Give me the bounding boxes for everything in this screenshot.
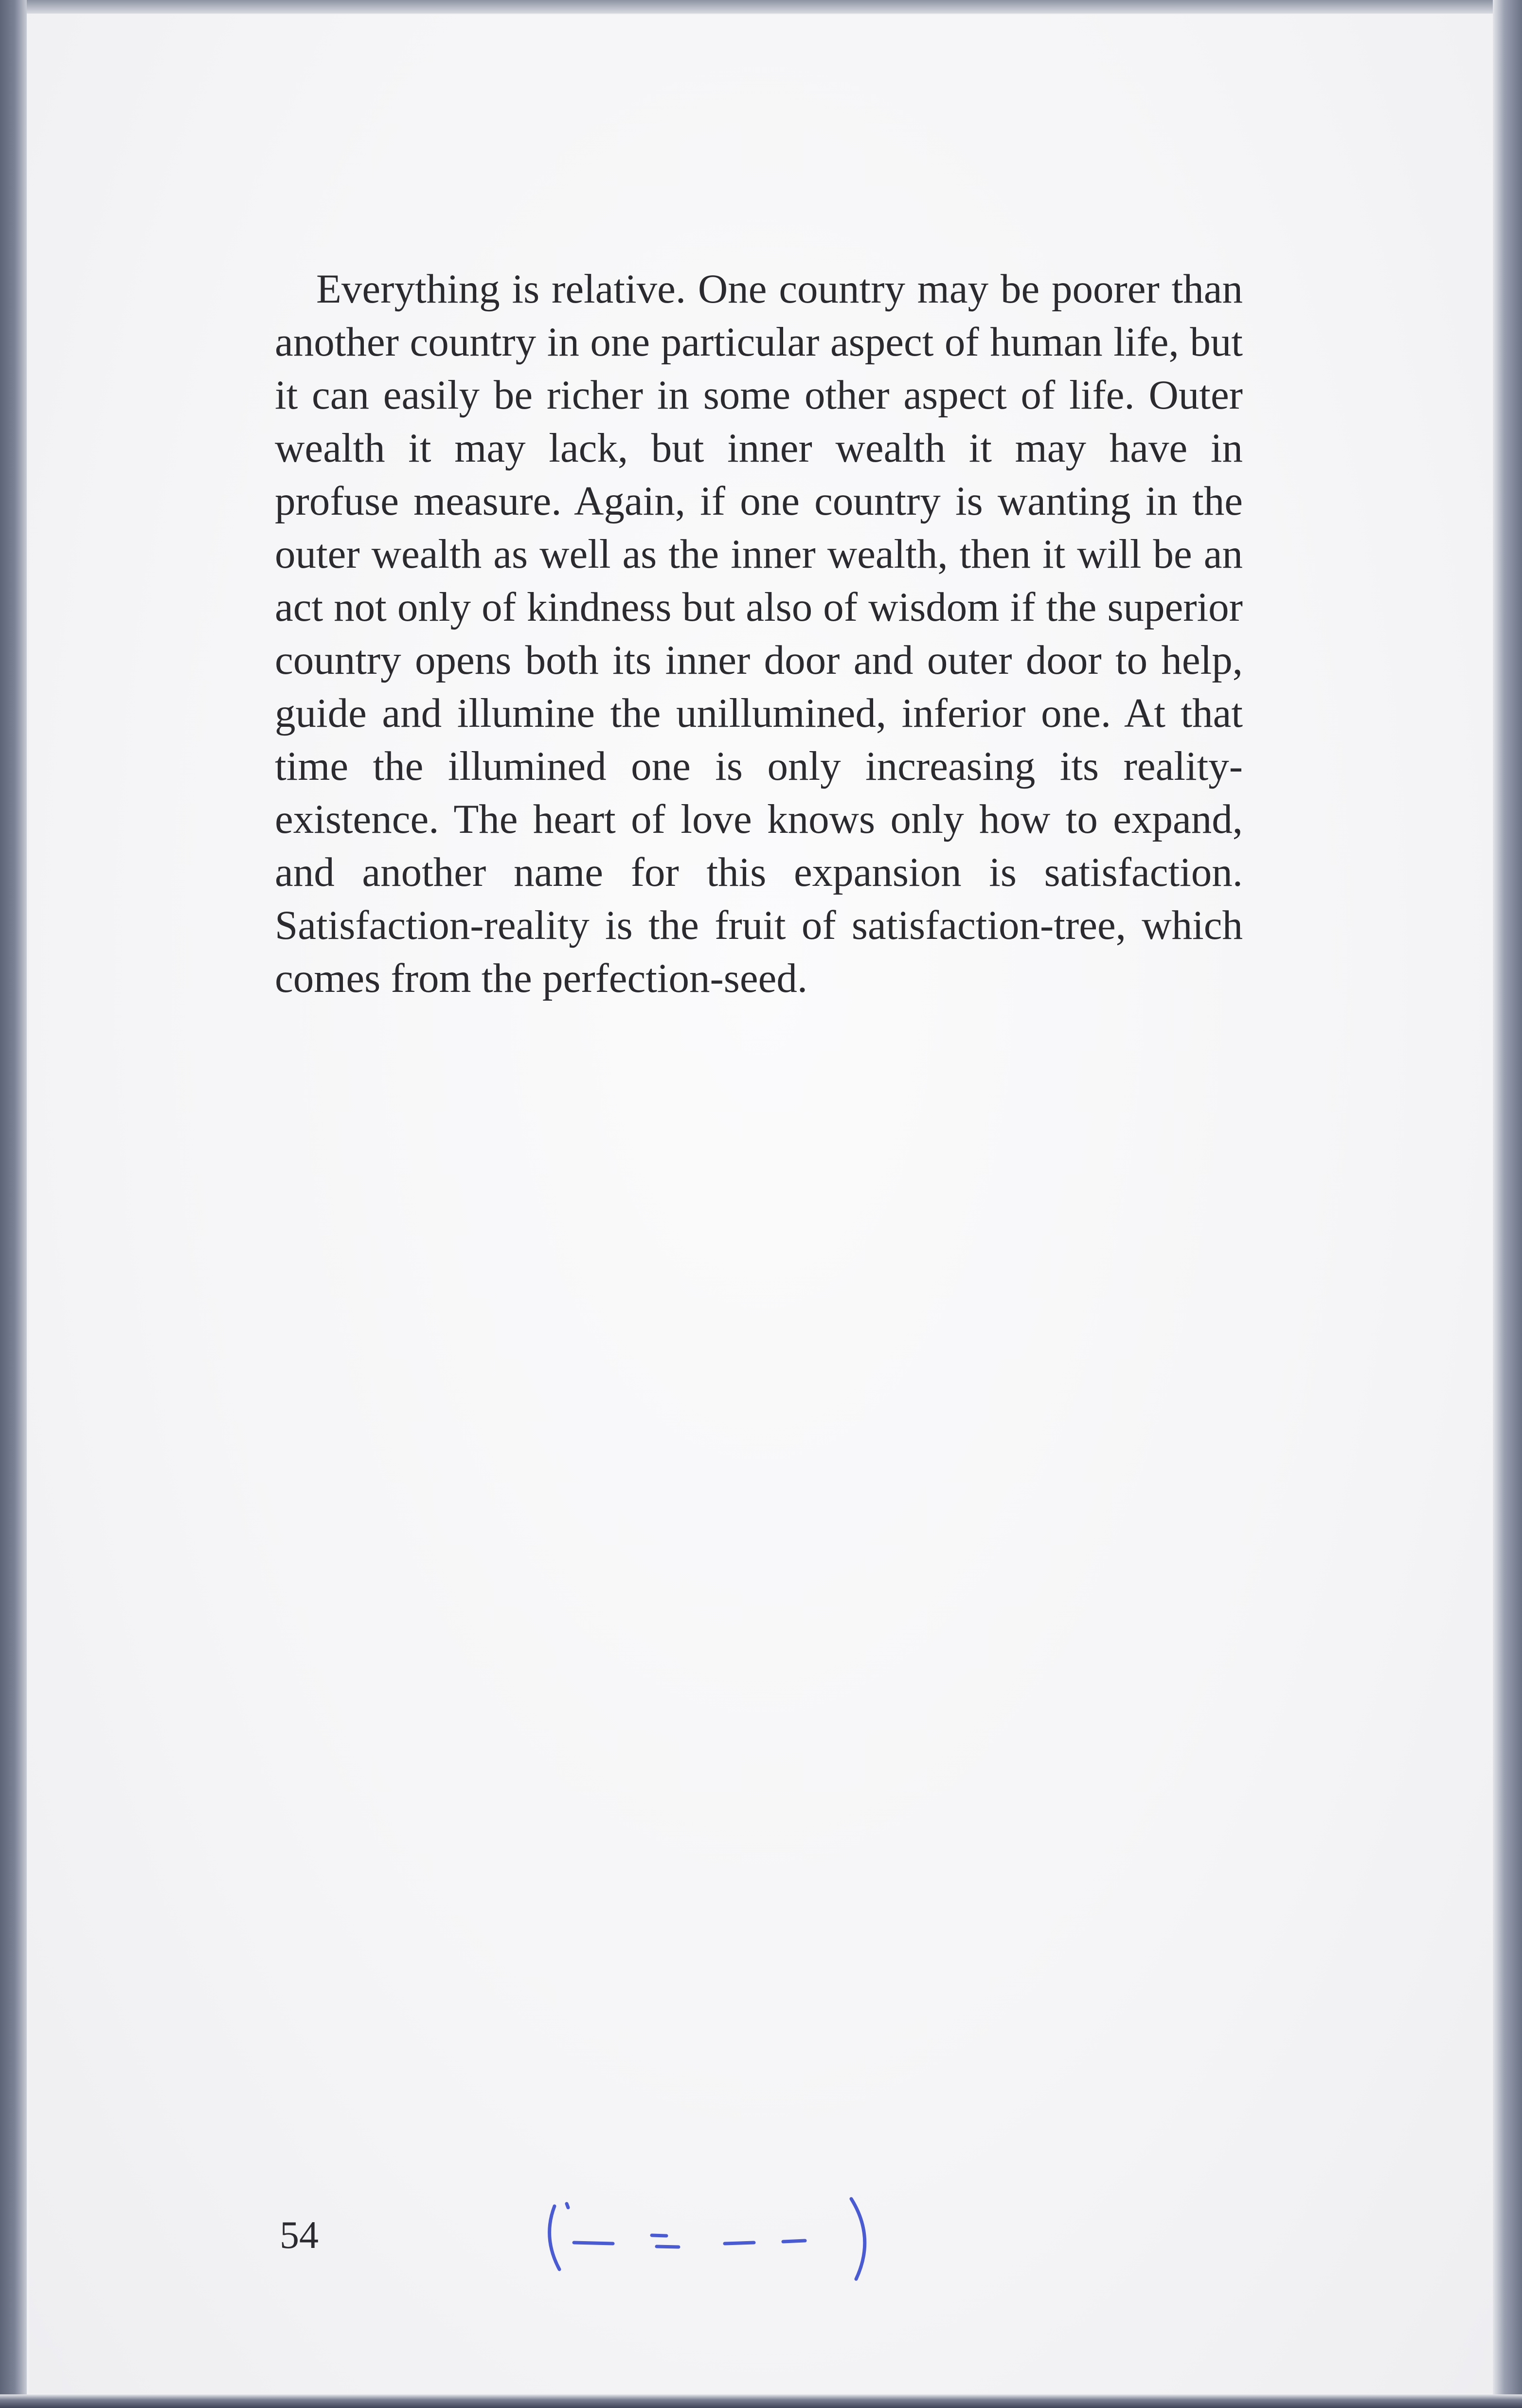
page-number: 54 — [280, 2214, 319, 2257]
body-paragraph: Everything is relative. One country may be poorer than another country in one particular aspect of human life, but it can easily be richer in some other aspect of life. Outer wealth it may lack, but inner wealth it may have in profuse measure. Again, if one country is wanting in the outer wealth as well as the inner wealth, then it will be an act not only of kindness but also of wisdom if the superior country opens both its inner door and outer door to help, guide and illumine the unillumined, inferior one. At that time the illumined one is only increasing its reality-existence. The heart of love knows only how to expand, and another name for this expansion is satisfaction. Satisfaction-reality is the fruit of satisfaction-tree, which comes from the perfection-seed. — [275, 266, 1243, 1001]
handwritten-dashes-in-parentheses-icon — [540, 2189, 880, 2286]
scan-top-edge — [0, 0, 1522, 14]
scan-bottom-edge — [0, 2394, 1522, 2408]
scan-right-edge — [1493, 0, 1522, 2408]
scan-left-edge — [0, 0, 27, 2408]
